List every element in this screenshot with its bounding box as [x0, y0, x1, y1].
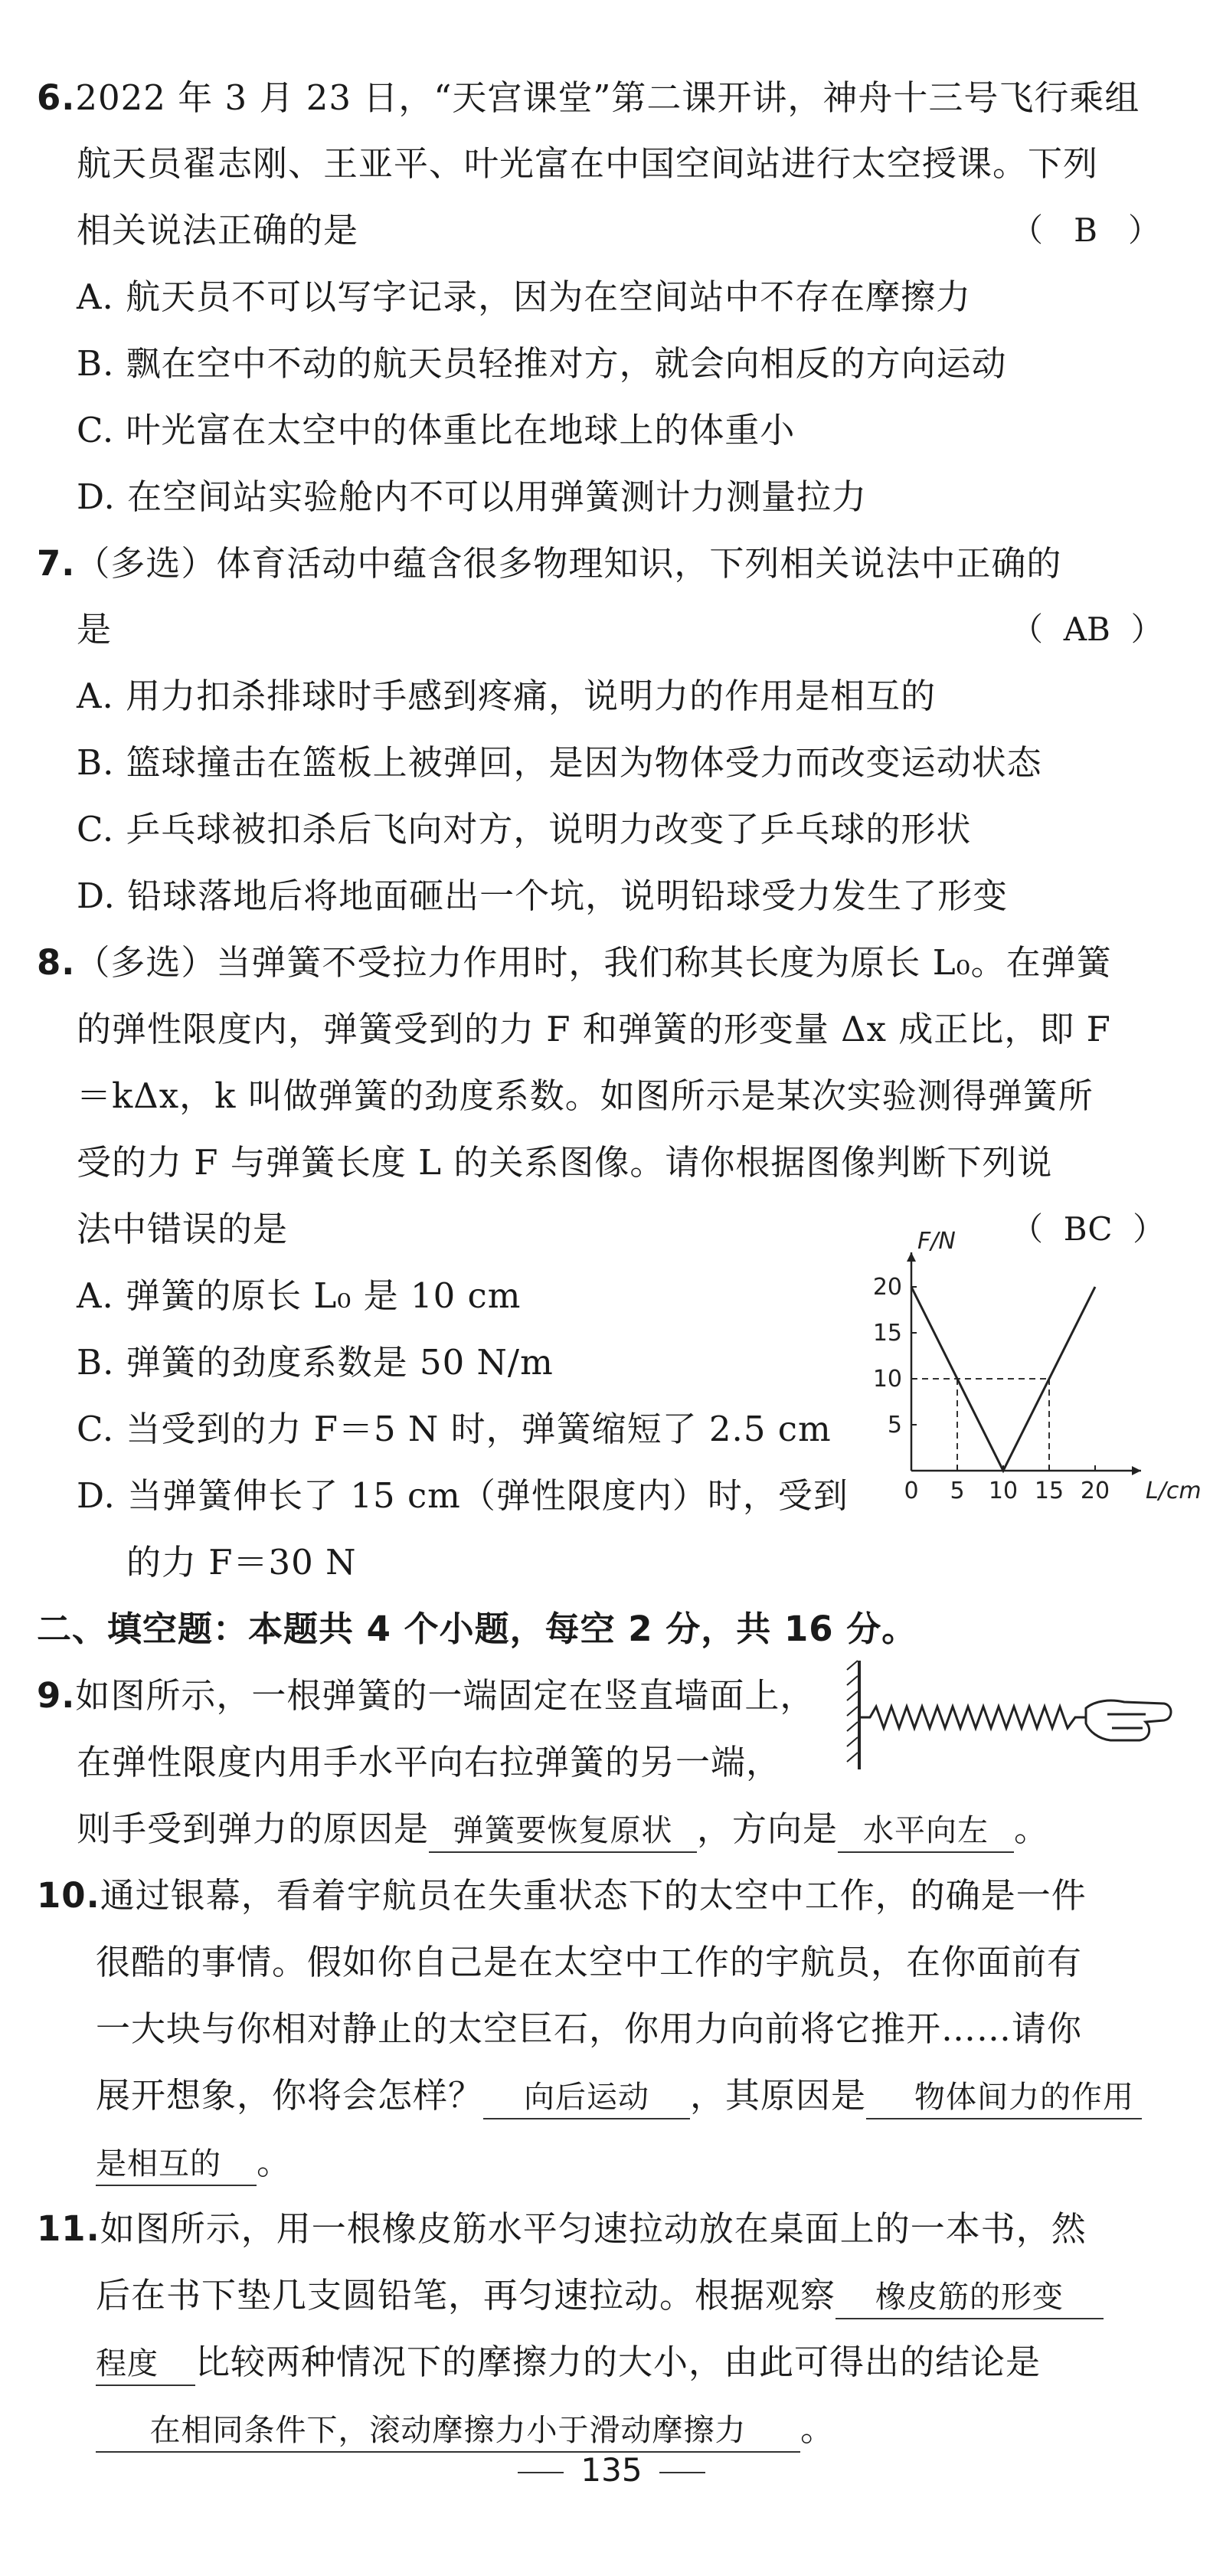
q7-option-c: C. 乒乓球被扣杀后飞向对方，说明力改变了乒乓球的形状	[77, 809, 972, 849]
q6-answer: B	[1074, 211, 1097, 249]
q10-blank-1: 向后运动	[483, 2077, 690, 2119]
q11-line-3: 程度 比较两种情况下的摩擦力的大小，由此可得出的结论是	[96, 2339, 1041, 2386]
y-tick-label-15: 15	[872, 1320, 902, 1347]
q11-line-2: 后在书下垫几支圆铅笔，再匀速拉动。根据观察 橡皮筋的形变	[96, 2272, 1104, 2319]
q9-line-1: 9.如图所示，一根弹簧的一端固定在竖直墙面上，	[37, 1675, 816, 1716]
q11-line-4: 在相同条件下，滚动摩擦力小于滑动摩擦力 。	[96, 2405, 835, 2453]
x-axis-arrow	[1132, 1466, 1141, 1475]
spring-hand-illustration	[842, 1655, 1179, 1777]
q8-option-d: D. 当弹簧伸长了 15 cm（弹性限度内）时，受到	[77, 1475, 849, 1516]
y-tick-label-10: 10	[872, 1366, 902, 1393]
page-number-row	[0, 2451, 1223, 2489]
q10-line-5: 是相互的 。	[96, 2139, 292, 2186]
q10-line-3: 一大块与你相对静止的太空巨石，你用力向前将它推开……请你	[96, 2008, 1083, 2049]
q6-option-d: D. 在空间站实验舱内不可以用弹簧测计力测量拉力	[77, 476, 868, 517]
q10-number: 10.	[37, 1875, 100, 1916]
wall-hatching	[847, 1661, 858, 1762]
y-axis-label: F/N	[917, 1228, 956, 1255]
q8-line-3: ＝kΔx，k 叫做弹簧的劲度系数。如图所示是某次实验测得弹簧所	[77, 1075, 1094, 1116]
q10-line-4: 展开想象，你将会怎样？ 向后运动 ，其原因是 物体间力的作用	[96, 2072, 1142, 2119]
q6-option-b: B. 飘在空中不动的航天员轻推对方，就会向相反的方向运动	[77, 343, 1007, 384]
q8-line-2: 的弹性限度内，弹簧受到的力 F 和弹簧的形变量 Δx 成正比，即 F	[77, 1009, 1111, 1049]
q8-option-a: A. 弹簧的原长 L₀ 是 10 cm	[77, 1275, 522, 1316]
q9-line-2: 在弹性限度内用手水平向右拉弹簧的另一端，	[77, 1742, 782, 1782]
q6-answer-bracket: （ B ）	[1011, 211, 1160, 249]
q11-line-1: 11.如图所示，用一根橡皮筋水平匀速拉动放在桌面上的一本书，然	[37, 2208, 1087, 2249]
q9-blank-1: 弹簧要恢复原状	[429, 1810, 697, 1853]
y-tick-label-5: 5	[887, 1412, 902, 1439]
x-tick-label-20: 20	[1080, 1478, 1110, 1504]
page-number: 135	[580, 2451, 643, 2489]
x-axis-label: L/cm	[1146, 1478, 1202, 1504]
q7-number: 7.	[37, 543, 76, 584]
q11-number: 11.	[37, 2208, 100, 2249]
q7-option-b: B. 篮球撞击在篮板上被弹回，是因为物体受力而改变运动状态	[77, 742, 1042, 783]
q8-option-d-cont: 的力 F＝30 N	[126, 1542, 357, 1583]
x-tick-label-5: 5	[950, 1478, 965, 1504]
q6-line-2: 航天员翟志刚、王亚平、叶光富在中国空间站进行太空授课。下列	[77, 143, 1099, 184]
q10-blank-2: 物体间力的作用	[866, 2077, 1142, 2119]
page-dash-right	[659, 2472, 705, 2473]
q8-answer: BC	[1063, 1210, 1113, 1248]
q8-answer-bracket: （ BC ）	[1011, 1210, 1166, 1248]
page-dash-left	[518, 2472, 564, 2473]
chart-axes	[907, 1252, 1141, 1475]
x-tick-label-0: 0	[904, 1478, 919, 1504]
section-2-title: 二、填空题：本题共 4 个小题，每空 2 分，共 16 分。	[37, 1609, 917, 1649]
q6-line-1: 6.2022 年 3 月 23 日，“天宫课堂”第二课开讲，神舟十三号飞行乘组	[37, 77, 1140, 118]
q7-option-a: A. 用力扣杀排球时手感到疼痛，说明力的作用是相互的	[77, 676, 937, 716]
chart-labels	[873, 1228, 1202, 1504]
force-length-chart	[842, 1226, 1202, 1517]
q10-line-2: 很酷的事情。假如你自己是在太空中工作的宇航员，在你面前有	[96, 1942, 1083, 1982]
q8-line-4: 受的力 F 与弹簧长度 L 的关系图像。请你根据图像判断下列说	[77, 1142, 1053, 1183]
q11-blank-1: 橡皮筋的形变	[835, 2277, 1104, 2319]
q8-option-c: C. 当受到的力 F＝5 N 时，弹簧缩短了 2.5 cm	[77, 1409, 832, 1449]
q7-answer-bracket: （ AB ）	[1011, 610, 1163, 648]
hand-icon	[1086, 1700, 1171, 1740]
q6-option-c: C. 叶光富在太空中的体重比在地球上的体重小	[77, 410, 796, 450]
q9-line-3: 则手受到弹力的原因是 弹簧要恢复原状 ，方向是 水平向左 。	[77, 1805, 1049, 1853]
q10-line-1: 10.通过银幕，看着宇航员在失重状态下的太空中工作，的确是一件	[37, 1875, 1087, 1916]
q9-blank-2: 水平向左	[838, 1810, 1014, 1853]
q6-line-3: 相关说法正确的是	[77, 210, 359, 250]
q8-line-5: 法中错误的是	[77, 1209, 289, 1249]
q7-answer: AB	[1063, 610, 1110, 648]
q11-blank-2: 在相同条件下，滚动摩擦力小于滑动摩擦力	[96, 2410, 800, 2453]
y-axis-arrow	[907, 1252, 916, 1262]
q11-blank-1-cont: 程度	[96, 2343, 195, 2386]
spring-coil	[861, 1707, 1086, 1728]
q8-line-1: 8.（多选）当弹簧不受拉力作用时，我们称其长度为原长 L₀。在弹簧	[37, 942, 1112, 983]
q6-number: 6.	[37, 77, 76, 118]
q10-blank-2-cont: 是相互的	[96, 2143, 257, 2186]
q7-option-d: D. 铅球落地后将地面砸出一个坑，说明铅球受力发生了形变	[77, 876, 1009, 916]
y-tick-label-20: 20	[872, 1274, 902, 1301]
q6-option-a: A. 航天员不可以写字记录，因为在空间站中不存在摩擦力	[77, 277, 972, 317]
q7-line-2: 是	[77, 609, 113, 650]
q9-number: 9.	[37, 1675, 76, 1716]
q7-line-1: 7.（多选）体育活动中蕴含很多物理知识，下列相关说法中正确的	[37, 543, 1062, 584]
q8-number: 8.	[37, 942, 76, 983]
x-tick-label-10: 10	[988, 1478, 1019, 1504]
q8-option-b: B. 弹簧的劲度系数是 50 N/m	[77, 1342, 554, 1383]
x-tick-label-15: 15	[1034, 1478, 1064, 1504]
